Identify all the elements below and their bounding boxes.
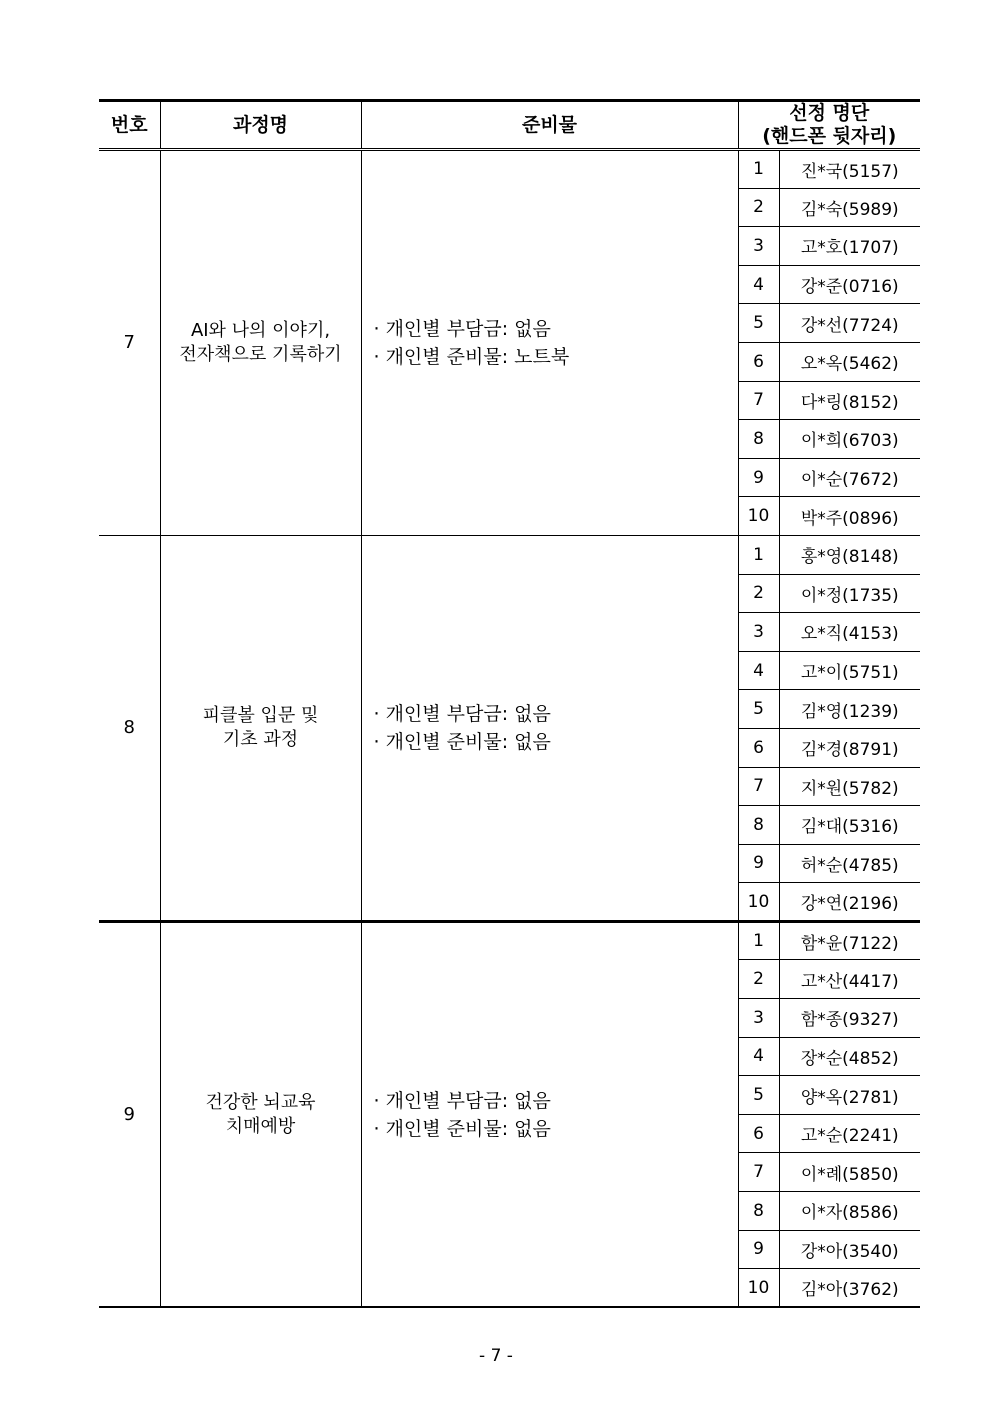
selected-index: 4 [738, 651, 779, 690]
selected-index: 8 [738, 1192, 779, 1231]
selected-person: 이*희(6703) [779, 420, 920, 459]
selected-index: 5 [738, 304, 779, 343]
selected-person: 장*순(4852) [779, 1037, 920, 1076]
table-row [99, 535, 920, 574]
header-selected-line1: 선정 명단 [789, 102, 870, 124]
selected-index: 6 [738, 1114, 779, 1153]
table-body [99, 150, 920, 1308]
course-name: 건강한 뇌교육 치매예방 [160, 921, 361, 1307]
selected-person: 다*링(8152) [779, 381, 920, 420]
selected-index: 6 [738, 342, 779, 381]
selected-person: 허*순(4785) [779, 844, 920, 883]
selected-person: 고*산(4417) [779, 960, 920, 999]
selected-index: 9 [738, 844, 779, 883]
course-number: 8 [99, 535, 160, 921]
selected-index: 1 [738, 150, 779, 189]
selected-index: 5 [738, 1076, 779, 1115]
selected-person: 김*아(3762) [779, 1269, 920, 1308]
selected-index: 10 [738, 497, 779, 536]
selected-index: 6 [738, 728, 779, 767]
selected-person: 오*옥(5462) [779, 342, 920, 381]
selected-index: 10 [738, 1269, 779, 1308]
selected-index: 9 [738, 458, 779, 497]
selected-person: 이*례(5850) [779, 1153, 920, 1192]
selection-table [99, 99, 920, 1308]
selected-index: 7 [738, 767, 779, 806]
selected-person: 김*영(1239) [779, 690, 920, 729]
selected-index: 2 [738, 574, 779, 613]
course-preparation [361, 150, 738, 536]
preparation-item: · 개인별 준비물: 없음 [373, 1117, 551, 1140]
header-prep: 준비물 [361, 101, 738, 150]
selected-index: 10 [738, 883, 779, 922]
selected-index: 2 [738, 188, 779, 227]
selected-person: 강*선(7724) [779, 304, 920, 343]
selected-person: 김*경(8791) [779, 728, 920, 767]
table-row [99, 150, 920, 189]
preparation-item: · 개인별 부담금: 없음 [373, 317, 551, 340]
selected-index: 1 [738, 535, 779, 574]
page-number: - 7 - [479, 1346, 513, 1366]
selected-person: 함*윤(7122) [779, 921, 920, 960]
selected-person: 이*자(8586) [779, 1192, 920, 1231]
selected-person: 고*순(2241) [779, 1114, 920, 1153]
course-name: 피클볼 입문 및 기초 과정 [160, 535, 361, 921]
header-selected [738, 101, 920, 150]
selected-person: 강*준(0716) [779, 265, 920, 304]
course-preparation [361, 921, 738, 1307]
selected-person: 진*국(5157) [779, 150, 920, 189]
selected-index: 4 [738, 265, 779, 304]
selected-index: 3 [738, 999, 779, 1038]
selected-person: 지*원(5782) [779, 767, 920, 806]
selected-person: 김*숙(5989) [779, 188, 920, 227]
selected-person: 이*정(1735) [779, 574, 920, 613]
selected-index: 1 [738, 921, 779, 960]
course-name: AI와 나의 이야기, 전자책으로 기록하기 [160, 150, 361, 536]
selected-person: 오*직(4153) [779, 613, 920, 652]
selected-index: 9 [738, 1230, 779, 1269]
selected-index: 3 [738, 227, 779, 266]
header-no: 번호 [99, 101, 160, 150]
header-selected-line2: (핸드폰 뒷자리) [762, 125, 897, 147]
selected-index: 2 [738, 960, 779, 999]
preparation-item: · 개인별 준비물: 노트북 [373, 345, 570, 368]
selected-person: 박*주(0896) [779, 497, 920, 536]
preparation-item: · 개인별 준비물: 없음 [373, 730, 551, 753]
selected-person: 고*이(5751) [779, 651, 920, 690]
selected-index: 5 [738, 690, 779, 729]
selected-person: 홍*영(8148) [779, 535, 920, 574]
selected-person: 강*아(3540) [779, 1230, 920, 1269]
selected-person: 강*연(2196) [779, 883, 920, 922]
preparation-item: · 개인별 부담금: 없음 [373, 702, 551, 725]
selected-person: 이*순(7672) [779, 458, 920, 497]
selected-person: 김*대(5316) [779, 806, 920, 845]
selected-index: 7 [738, 1153, 779, 1192]
selected-person: 양*옥(2781) [779, 1076, 920, 1115]
selected-index: 8 [738, 420, 779, 459]
table-row [99, 921, 920, 960]
selected-index: 3 [738, 613, 779, 652]
table-header-row [99, 101, 920, 150]
header-course: 과정명 [160, 101, 361, 150]
selected-person: 고*호(1707) [779, 227, 920, 266]
selected-person: 함*종(9327) [779, 999, 920, 1038]
selected-index: 8 [738, 806, 779, 845]
course-number: 7 [99, 150, 160, 536]
course-number: 9 [99, 921, 160, 1307]
course-preparation [361, 535, 738, 921]
selected-index: 4 [738, 1037, 779, 1076]
selected-index: 7 [738, 381, 779, 420]
preparation-item: · 개인별 부담금: 없음 [373, 1089, 551, 1112]
